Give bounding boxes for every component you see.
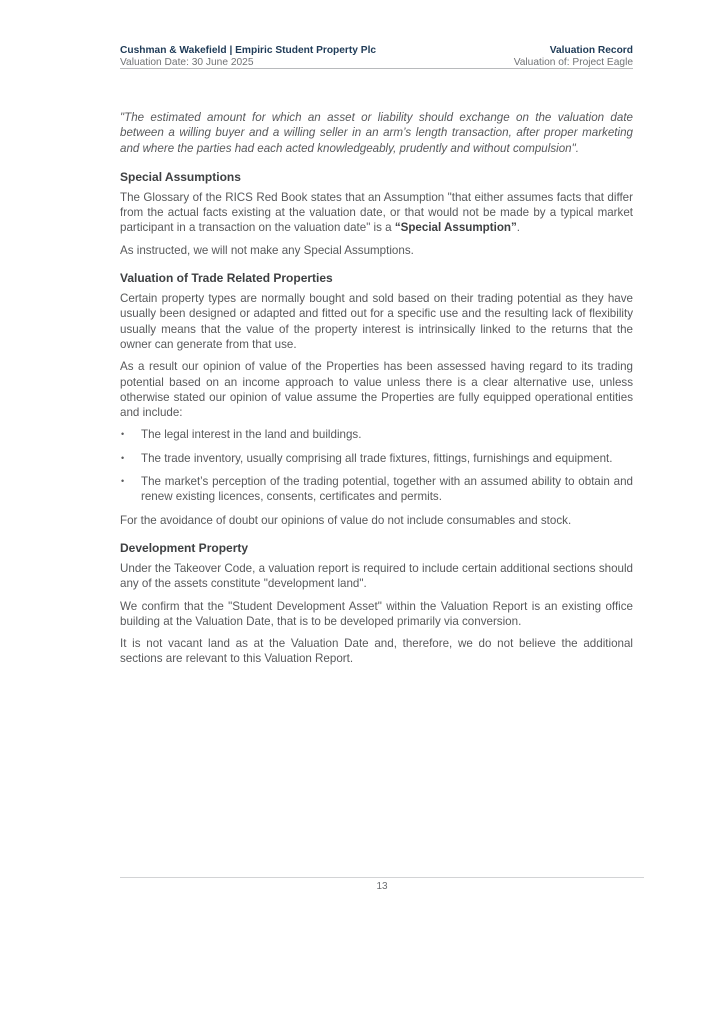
trade-related-bullet-list xyxy=(120,427,633,504)
trade-related-heading: Valuation of Trade Related Properties xyxy=(120,271,333,286)
header-valuation-date: Valuation Date: 30 June 2025 xyxy=(120,57,254,68)
special-assumptions-text: The Glossary of the RICS Red Book states that an Assumption "that either assumes facts that differ from the actual facts existing at the valuation date, or that would not be made by a typical market participant in a transaction on the valuation date" is a xyxy=(120,190,633,235)
trade-related-paragraph-3: For the avoidance of doubt our opinions of value do not include consumables and stock. xyxy=(120,513,572,527)
list-item-text: The legal interest in the land and buildings. xyxy=(141,428,362,442)
market-value-definition-quote: "The estimated amount for which an asset or liability should exchange on the valuation date between a willing buyer and a willing seller in an arm’s length transaction, after proper marketing and where the parties had each acted knowledgeably, prudently and without compulsion". xyxy=(120,111,633,155)
list-item xyxy=(120,427,633,442)
header-valuation-of: Valuation of: Project Eagle xyxy=(513,57,633,68)
page-header xyxy=(120,45,633,69)
header-row-top xyxy=(120,45,633,57)
header-document-type: Valuation Record xyxy=(549,45,633,56)
list-item-text: The trade inventory, usually comprising all trade fixtures, fittings, furnishings and equipment. xyxy=(141,451,613,465)
trade-related-paragraph-2: As a result our opinion of value of the Properties has been assessed having regard to its trading potential based on an income approach to value unless there is a clear alternative use, unless otherwise stated our opinion of value assume the Properties are fully equipped operational entities and include: xyxy=(120,360,633,420)
list-item xyxy=(120,451,633,466)
list-item xyxy=(120,474,633,505)
special-assumptions-paragraph-1 xyxy=(120,190,633,236)
special-assumption-term: “Special Assumption” xyxy=(394,221,517,235)
bullet-icon: • xyxy=(121,429,125,440)
footer-divider xyxy=(120,877,644,878)
list-item-text: The market’s perception of the trading potential, together with an assumed ability to obtain and renew existing licences, consents, certificates and permits. xyxy=(141,475,633,504)
special-assumptions-paragraph-2: As instructed, we will not make any Special Assumptions. xyxy=(120,243,414,257)
page-number: 13 xyxy=(376,881,388,892)
bullet-icon: • xyxy=(121,452,125,463)
development-property-paragraph-3: It is not vacant land as at the Valuation Date and, therefore, we do not believe the additional sections are relevant to this Valuation Report. xyxy=(120,637,633,666)
page-body xyxy=(120,110,633,674)
bullet-icon: • xyxy=(121,476,125,487)
development-property-paragraph-2: We confirm that the "Student Development Asset" within the Valuation Report is an existing office building at the Valuation Date, that is to be developed primarily via conversion. xyxy=(120,599,633,628)
header-divider xyxy=(120,68,633,69)
header-company: Cushman & Wakefield | Empiric Student Property Plc xyxy=(120,45,377,56)
special-assumptions-heading: Special Assumptions xyxy=(120,169,241,184)
development-property-heading: Development Property xyxy=(120,540,249,555)
special-assumptions-period: . xyxy=(516,221,521,235)
trade-related-paragraph-1: Certain property types are normally bought and sold based on their trading potential as they have usually been designed or adapted and fitted out for a specific use and the resulting lack of flexibility usually means that the value of the property interest is intrinsically linked to the returns that the owner can generate from that use. xyxy=(120,292,633,351)
development-property-paragraph-1: Under the Takeover Code, a valuation report is required to include certain additional sections should any of the assets constitute "development land". xyxy=(120,561,633,591)
